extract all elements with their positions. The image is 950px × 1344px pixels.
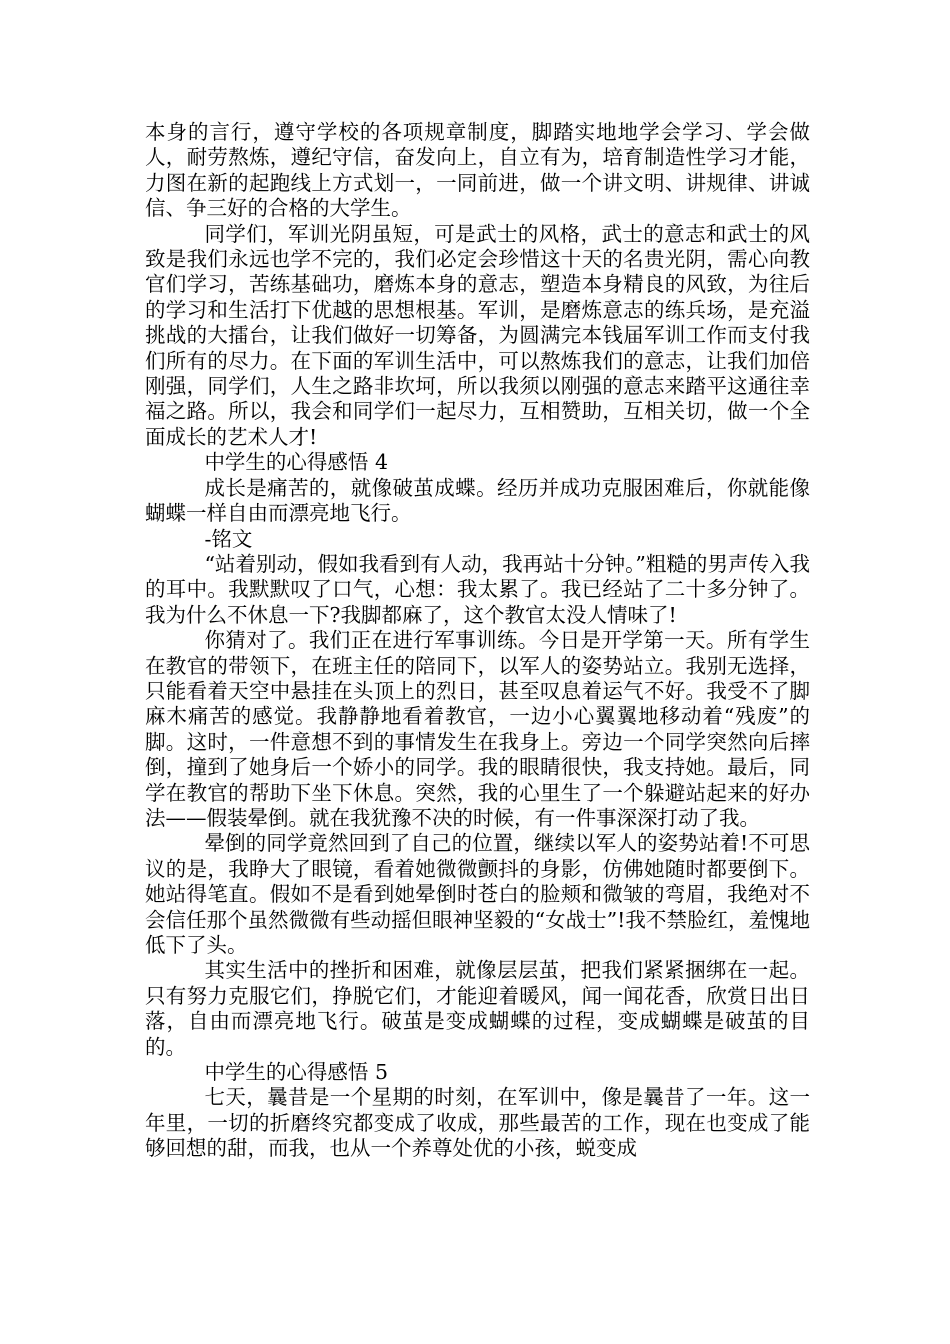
paragraph: 晕倒的同学竟然回到了自己的位置，继续以军人的姿势站着!不可思议的是，我睁大了眼镜，看着她微微颤抖的身影，仿佛她随时都要倒下。她站得笔直。假如不是看到她晕倒时苍白的脸颊和微皱的弯眉，我绝对不会信任那个虽然微微有些动摇但眼神坚毅的“女战士”!我不禁脸红，羞愧地低下了头。 [145, 831, 810, 957]
paragraph: 七天，曩昔是一个星期的时刻，在军训中，像是曩昔了一年。这一年里，一切的折磨终究都变成了收成，那些最苦的工作，现在也变成了能够回想的甜，而我，也从一个养尊处优的小孩，蜕变成 [145, 1085, 810, 1161]
document-page [145, 120, 810, 1162]
paragraph: “站着别动，假如我看到有人动，我再站十分钟。”粗糙的男声传入我的耳中。我默默叹了口气，心想：我太累了。我已经站了二十多分钟了。我为什么不休息一下?我脚都麻了，这个教官太没人情味了! [145, 551, 810, 627]
section-heading: 中学生的心得感悟 5 [204, 1060, 388, 1085]
paragraph: 其实生活中的挫折和困难，就像层层茧，把我们紧紧捆绑在一起。只有努力克服它们，挣脱它们，才能迎着暖风，闻一闻花香，欣赏日出日落，自由而漂亮地飞行。破茧是变成蝴蝶的过程，变成蝴蝶是破茧的目的。 [145, 958, 810, 1059]
section-heading: 中学生的心得感悟 4 [204, 450, 388, 475]
paragraph: -铭文 [204, 526, 253, 551]
paragraph: 同学们，军训光阴虽短，可是武士的风格，武士的意志和武士的风致是我们永远也学不完的，我们必定会珍惜这十天的名贵光阴，需心向教官们学习，苦练基础功，磨炼本身的意志，塑造本身精良的风致，为往后的学习和生活打下优越的思想根基。军训，是磨炼意志的练兵场，是充溢挑战的大擂台，让我们做好一切筹备，为圆满完本钱届军训工作而支付我们所有的尽力。在下面的军训生活中，可以熬炼我们的意志，让我们加倍刚强，同学们，人生之路非坎坷，所以我须以刚强的意志来踏平这通往幸福之路。所以，我会和同学们一起尽力，互相赞助，互相关切，做一个全面成长的艺术人才! [145, 221, 810, 449]
paragraph: 本身的言行，遵守学校的各项规章制度，脚踏实地地学会学习、学会做人，耐劳熬炼，遵纪守信，奋发向上，自立有为，培育制造性学习才能，力图在新的起跑线上方式划一，一同前进，做一个讲文明、讲规律、讲诚信、争三好的合格的大学生。 [145, 120, 810, 221]
paragraph: 成长是痛苦的，就像破茧成蝶。经历并成功克服困难后，你就能像蝴蝶一样自由而漂亮地飞行。 [145, 475, 810, 526]
paragraph: 你猜对了。我们正在进行军事训练。今日是开学第一天。所有学生在教官的带领下，在班主任的陪同下，以军人的姿势站立。我别无选择，只能看着天空中悬挂在头顶上的烈日，甚至叹息着运气不好。我受不了脚麻木痛苦的感觉。我静静地看着教官，一边小心翼翼地移动着“残废”的脚。这时，一件意想不到的事情发生在我身上。旁边一个同学突然向后摔倒，撞到了她身后一个娇小的同学。我的眼睛很快，我支持她。最后，同学在教官的帮助下坐下休息。突然，我的心里生了一个躲避站起来的好办法——假装晕倒。就在我犹豫不决的时候，有一件事深深打动了我。 [145, 628, 810, 830]
